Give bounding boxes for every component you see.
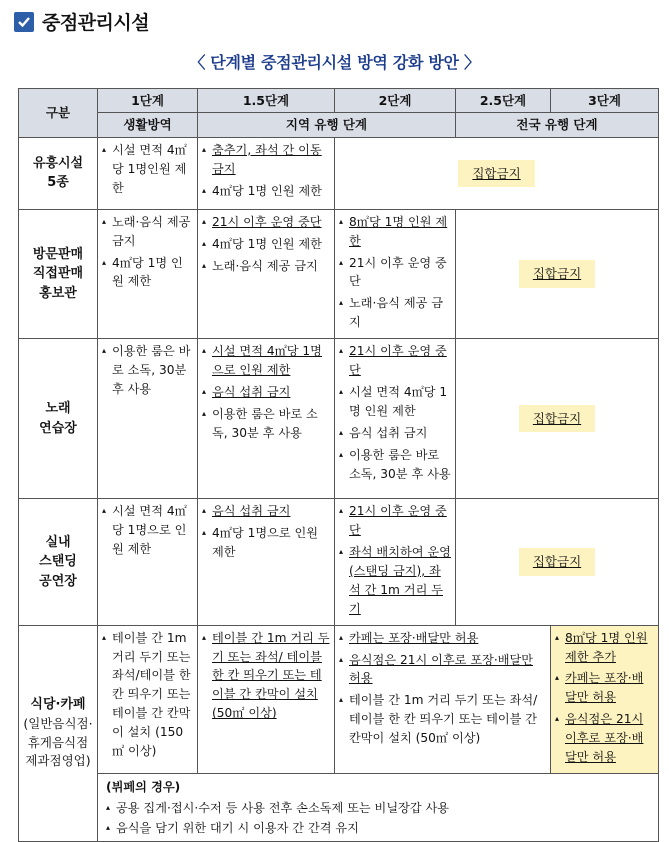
list-item: ▴ 이용한 룸은 바로 소독, 30분 후 사용 (202, 405, 330, 443)
row-name: 노래 연습장 (39, 401, 77, 436)
list-item: ▴ 춤추기, 좌석 간 이동 금지 (202, 141, 330, 179)
list-item: ▴ 테이블 간 1m 거리 두기 또는 좌석/테이블 한 칸 띄우기 또는 테이블 간 칸막이 설치 (150㎡ 이상) (102, 629, 193, 761)
cell-stage1 (98, 137, 198, 209)
list-item: ▴ 4㎡당 1명으로 인원 제한 (202, 524, 330, 562)
cell-stage1-5 (198, 209, 335, 338)
list-item: ▴ 음식 섭취 금지 (202, 383, 330, 402)
list-item: ▴ 21시 이후 운영 중단 (339, 254, 451, 292)
list-item: ▴ 노래·음식 제공 금지 (202, 257, 330, 276)
stage-2-5: 2.5단계 (456, 89, 551, 113)
section-title: 중점관리시설 (42, 12, 150, 34)
list-item: ▴ 4㎡당 1명 인원 제한 (102, 254, 193, 292)
list-item: ▴ 음식을 담기 위한 대기 시 이용자 간 간격 유지 (106, 819, 650, 838)
ban-label: 집합금지 (519, 405, 595, 432)
row-name: 방문판매 직접판매 홍보관 (32, 246, 84, 301)
list-item: ▴ 카페는 포장·배달만 허용 (339, 629, 546, 648)
list-item: ▴ 시설 면적 4㎡당 1명인원 제한 (102, 141, 193, 198)
table-caption: 〈 단계별 중점관리시설 방역 강화 방안 〉 (189, 53, 480, 72)
list-item: ▴ 노래·음식 제공 금지 (102, 213, 193, 251)
row-name: 식당·카페 (30, 697, 86, 713)
cell-stage1 (98, 499, 198, 625)
list-item: ▴ 좌석 배치하여 운영 (스탠딩 금지), 좌석 간 1m 거리 두기 (339, 543, 451, 619)
ban-label: 집합금지 (519, 548, 595, 575)
list-item: ▴ 시설 면적 4㎡당 1명으로 인원 제한 (202, 342, 330, 380)
stage-1-5: 1.5단계 (198, 89, 335, 113)
phase-regional: 지역 유행 단계 (198, 113, 456, 137)
stage-3: 3단계 (551, 89, 659, 113)
cell-stage2 (335, 209, 456, 338)
row-label (19, 137, 98, 209)
buffet-row (19, 773, 659, 841)
list-item: ▴ 음식점은 21시 이후로 포장·배달만 허용 (339, 651, 546, 689)
cell-stage2 (335, 625, 551, 773)
list-item: ▴ 노래·음식 제공 금지 (339, 294, 451, 332)
list-item: ▴ 8㎡당 1명 인원 제한 (339, 213, 451, 251)
list-item: ▴ 음식 섭취 금지 (202, 502, 330, 521)
list-item: ▴ 21시 이후 운영 중단 (339, 342, 451, 380)
stage-1: 1단계 (98, 89, 198, 113)
section-header (14, 8, 149, 35)
cell-stage1-5 (198, 625, 335, 773)
checkbox-icon (14, 12, 34, 32)
cell-buffet (98, 773, 659, 841)
list-item: ▴ 21시 이후 운영 중단 (202, 213, 330, 232)
phase-national: 전국 유행 단계 (456, 113, 659, 137)
table-row (19, 499, 659, 625)
list-item: ▴ 테이블 간 1m 거리 두기 또는 좌석/테이블 한 칸 띄우기 또는 테이블 간 칸막이 설치 (50㎡ 이상) (339, 691, 546, 748)
cell-stage1 (98, 339, 198, 499)
cell-stage3 (551, 625, 659, 773)
row-name: 실내 스탠딩 공연장 (39, 534, 77, 589)
list-item: ▴ 테이블 간 1m 거리 두기 또는 좌석/ 테이블 한 칸 띄우기 또는 테이블 간 칸막이 설치 (50㎡ 이상) (202, 629, 330, 724)
table-row (19, 137, 659, 209)
list-item: ▴ 시설 면적 4㎡당 1명으로 인원 제한 (102, 502, 193, 559)
cell-ban (456, 339, 659, 499)
cell-stage1 (98, 209, 198, 338)
col-group-label: 구분 (19, 89, 98, 138)
stage-header-row (19, 89, 659, 113)
cell-ban (456, 499, 659, 625)
list-item: ▴ 음식 섭취 금지 (339, 424, 451, 443)
list-item: ▴ 공용 집게·접시·수저 등 사용 전후 손소독제 또는 비닐장갑 사용 (106, 799, 650, 818)
table-row (19, 209, 659, 338)
cell-ban (456, 209, 659, 338)
list-item: ▴ 시설 면적 4㎡당 1명 인원 제한 (339, 383, 451, 421)
list-item: ▴ 4㎡당 1명 인원 제한 (202, 182, 330, 201)
list-item: ▴ 이용한 룸은 바로 소독, 30분 후 사용 (102, 342, 193, 399)
cell-stage2 (335, 499, 456, 625)
row-label (19, 499, 98, 625)
cell-stage1 (98, 625, 198, 773)
row-name: 유흥시설 5종 (32, 155, 84, 191)
cell-stage1-5 (198, 137, 335, 209)
row-name-sub: (일반음식점·휴게음식점제과점영업) (23, 715, 93, 769)
table-row (19, 625, 659, 773)
row-label (19, 625, 98, 841)
list-item: ▴ 음식점은 21시 이후로 포장·배달만 허용 (555, 710, 654, 767)
list-item: ▴ 8㎡당 1명 인원 제한 추가 (555, 629, 654, 667)
cell-ban (335, 137, 659, 209)
row-label (19, 209, 98, 338)
buffet-title: (뷔페의 경우) (106, 779, 181, 794)
cell-stage1-5 (198, 339, 335, 499)
table-row (19, 339, 659, 499)
row-label (19, 339, 98, 499)
list-item: ▴ 카페는 포장·배달만 허용 (555, 669, 654, 707)
cell-stage2 (335, 339, 456, 499)
ban-label: 집합금지 (458, 160, 534, 187)
phase-header-row (19, 113, 659, 137)
list-item: ▴ 21시 이후 운영 중단 (339, 502, 451, 540)
stage-2: 2단계 (335, 89, 456, 113)
cell-stage1-5 (198, 499, 335, 625)
stage-table (18, 88, 659, 842)
list-item: ▴ 4㎡당 1명 인원 제한 (202, 235, 330, 254)
list-item: ▴ 이용한 룸은 바로 소독, 30분 후 사용 (339, 446, 451, 484)
phase-daily: 생활방역 (98, 113, 198, 137)
ban-label: 집합금지 (519, 260, 595, 287)
